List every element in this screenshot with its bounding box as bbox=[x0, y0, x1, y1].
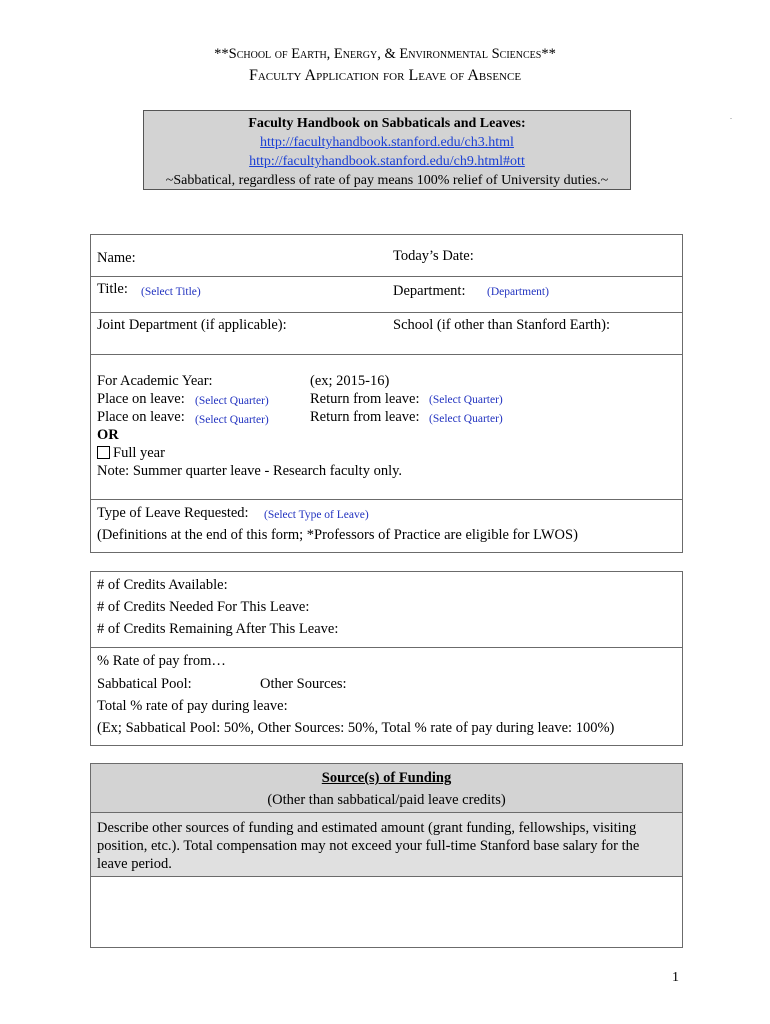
handbook-box bbox=[143, 110, 631, 190]
row-divider bbox=[91, 499, 682, 500]
form-title: Faculty Application for Leave of Absence bbox=[248, 67, 522, 84]
funding-description-line-1: Describe other sources of funding and estimated amount (grant funding, fellowships, visiting bbox=[97, 820, 637, 836]
sabbatical-pool-label: Sabbatical Pool: bbox=[97, 676, 192, 692]
handbook-link-ch3[interactable]: http://facultyhandbook.stanford.edu/ch3.html bbox=[260, 135, 514, 150]
return-from-leave-select-2[interactable]: (Select Quarter) bbox=[429, 413, 503, 425]
funding-answer-area[interactable] bbox=[92, 877, 681, 946]
faculty-info-table bbox=[90, 234, 683, 553]
rate-example: (Ex; Sabbatical Pool: 50%, Other Sources: 50%, Total % rate of pay during leave: 100%) bbox=[97, 720, 615, 736]
funding-subtitle: (Other than sabbatical/paid leave credits) bbox=[267, 792, 506, 808]
joint-department-label: Joint Department (if applicable): bbox=[97, 317, 287, 333]
school-heading: **School of Earth, Energy, & Environmental Sciences** bbox=[214, 46, 556, 62]
sabbatical-note: ~Sabbatical, regardless of rate of pay means 100% relief of University duties.~ bbox=[165, 173, 609, 188]
other-sources-label: Other Sources: bbox=[260, 676, 347, 692]
rate-of-pay-label: % Rate of pay from… bbox=[97, 653, 226, 669]
summer-note: Note: Summer quarter leave - Research faculty only. bbox=[97, 463, 403, 479]
place-on-leave-label-2: Place on leave: bbox=[97, 409, 185, 425]
row-divider bbox=[91, 647, 682, 648]
full-year-option bbox=[97, 445, 165, 462]
title-select[interactable]: (Select Title) bbox=[141, 286, 201, 298]
return-from-leave-label-2: Return from leave: bbox=[310, 409, 420, 425]
funding-description-line-2: position, etc.). Total compensation may not exceed your full-time Stanford base salary for the bbox=[97, 838, 640, 854]
page-number: 1 bbox=[672, 970, 679, 985]
handbook-link-ch9[interactable]: http://facultyhandbook.stanford.edu/ch9.html#ott bbox=[249, 154, 525, 169]
handbook-title: Faculty Handbook on Sabbaticals and Leaves: bbox=[248, 116, 526, 131]
todays-date-label: Today’s Date: bbox=[393, 248, 474, 264]
row-divider bbox=[91, 276, 682, 277]
return-from-leave-label: Return from leave: bbox=[310, 391, 420, 407]
leave-type-select[interactable]: (Select Type of Leave) bbox=[264, 509, 369, 521]
funding-table bbox=[90, 763, 683, 948]
department-label: Department: bbox=[393, 283, 466, 299]
academic-year-label: For Academic Year: bbox=[97, 373, 213, 389]
funding-title: Source(s) of Funding bbox=[321, 770, 452, 786]
row-divider bbox=[91, 354, 682, 355]
place-on-leave-select-2[interactable]: (Select Quarter) bbox=[195, 414, 269, 426]
return-from-leave-select[interactable]: (Select Quarter) bbox=[429, 394, 503, 406]
credits-needed-label: # of Credits Needed For This Leave: bbox=[97, 599, 310, 615]
leave-type-note: (Definitions at the end of this form; *Professors of Practice are eligible for LWOS) bbox=[97, 527, 578, 543]
place-on-leave-select[interactable]: (Select Quarter) bbox=[195, 395, 269, 407]
name-label: Name: bbox=[97, 250, 136, 266]
margin-mark: . bbox=[730, 112, 732, 121]
or-label: OR bbox=[97, 427, 119, 443]
credits-table bbox=[90, 571, 683, 746]
credits-remaining-label: # of Credits Remaining After This Leave: bbox=[97, 621, 339, 637]
school-label: School (if other than Stanford Earth): bbox=[393, 317, 611, 333]
academic-year-example: (ex; 2015-16) bbox=[310, 373, 390, 389]
title-label: Title: bbox=[97, 281, 128, 297]
full-year-label: Full year bbox=[113, 445, 165, 461]
row-divider bbox=[91, 812, 682, 813]
row-divider bbox=[91, 312, 682, 313]
full-year-checkbox[interactable] bbox=[97, 446, 110, 459]
place-on-leave-label: Place on leave: bbox=[97, 391, 185, 407]
department-select[interactable]: (Department) bbox=[487, 286, 549, 298]
leave-type-label: Type of Leave Requested: bbox=[97, 505, 249, 521]
credits-available-label: # of Credits Available: bbox=[97, 577, 228, 593]
funding-description-line-3: leave period. bbox=[97, 856, 172, 872]
total-rate-label: Total % rate of pay during leave: bbox=[97, 698, 288, 714]
